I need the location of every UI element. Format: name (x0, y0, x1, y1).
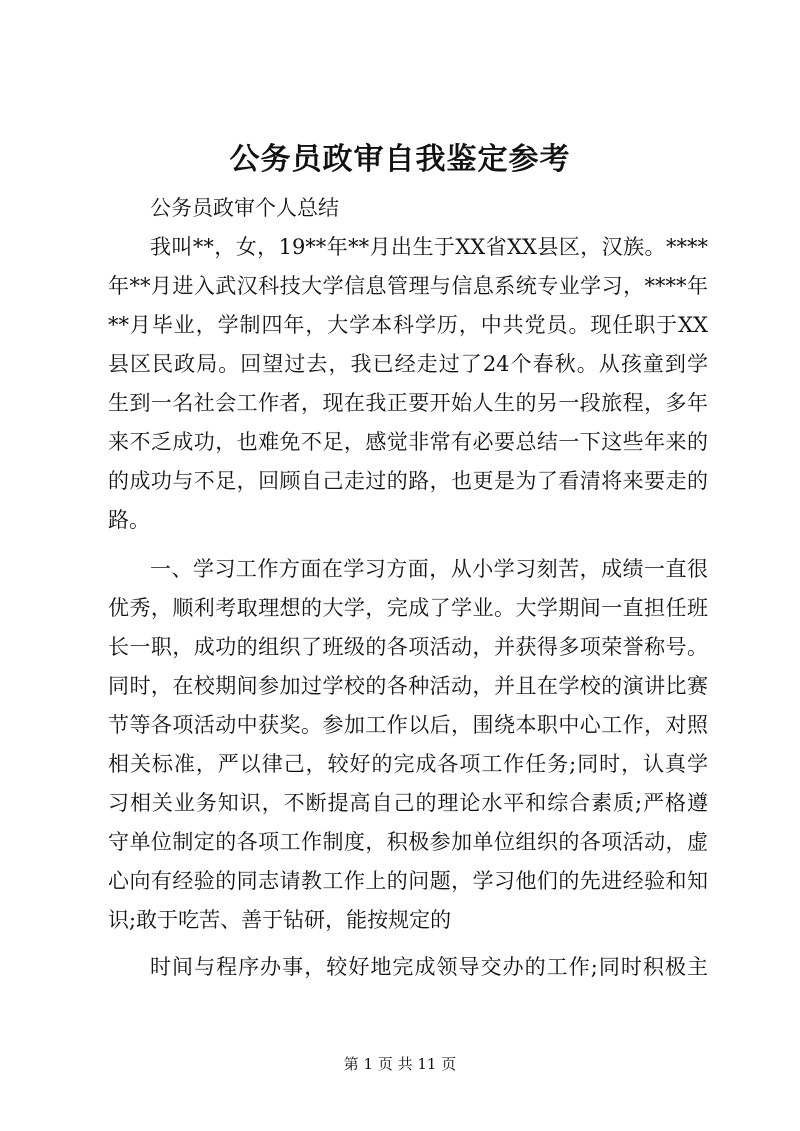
body-line: 长一职，成功的组织了班级的各项活动，并获得多项荣誉称号。 (108, 635, 708, 659)
body-line: 同时，在校期间参加过学校的各种活动，并且在学校的演讲比赛 (108, 674, 708, 698)
document-title: 公务员政审自我鉴定参考 (229, 142, 571, 177)
body-line: 来不乏成功，也难免不足，感觉非常有必要总结一下这些年来的 (108, 430, 708, 454)
body-line: 相关标准，严以律己，较好的完成各项工作任务;同时，认真学 (108, 752, 708, 776)
subtitle-line: 公务员政审个人总结 (150, 196, 339, 220)
body-line: 生到一名社会工作者，现在我正要开始人生的另一段旅程，多年 (108, 391, 708, 415)
body-line: 习相关业务知识，不断提高自己的理论水平和综合素质;严格遵 (108, 791, 708, 815)
body-line: 时间与程序办事，较好地完成领导交办的工作;同时积极主 (150, 955, 708, 979)
body-line: 一、学习工作方面在学习方面，从小学习刻苦，成绩一直很 (150, 557, 708, 581)
body-line: 心向有经验的同志请教工作上的问题，学习他们的先进经验和知 (108, 869, 708, 893)
body-line: 节等各项活动中获奖。参加工作以后，围绕本职中心工作，对照 (108, 713, 708, 737)
body-line: 路。 (108, 508, 150, 532)
body-line: **月毕业，学制四年，大学本科学历，中共党员。现任职于XX (108, 313, 708, 337)
page-number-footer: 第 1 页 共 11 页 (343, 1055, 457, 1073)
body-line: 识;敢于吃苦、善于钻研，能按规定的 (108, 908, 452, 932)
body-line: 优秀，顺利考取理想的大学，完成了学业。大学期间一直担任班 (108, 596, 708, 620)
body-line: 我叫**，女，19**年**月出生于XX省XX县区，汉族。**** (150, 235, 708, 259)
body-line: 县区民政局。回望过去，我已经走过了24个春秋。从孩童到学 (108, 352, 708, 376)
body-line: 年**月进入武汉科技大学信息管理与信息系统专业学习，****年 (108, 274, 708, 298)
body-line: 守单位制定的各项工作制度，积极参加单位组织的各项活动，虚 (108, 830, 708, 854)
body-line: 的成功与不足，回顾自己走过的路，也更是为了看清将来要走的 (108, 469, 708, 493)
